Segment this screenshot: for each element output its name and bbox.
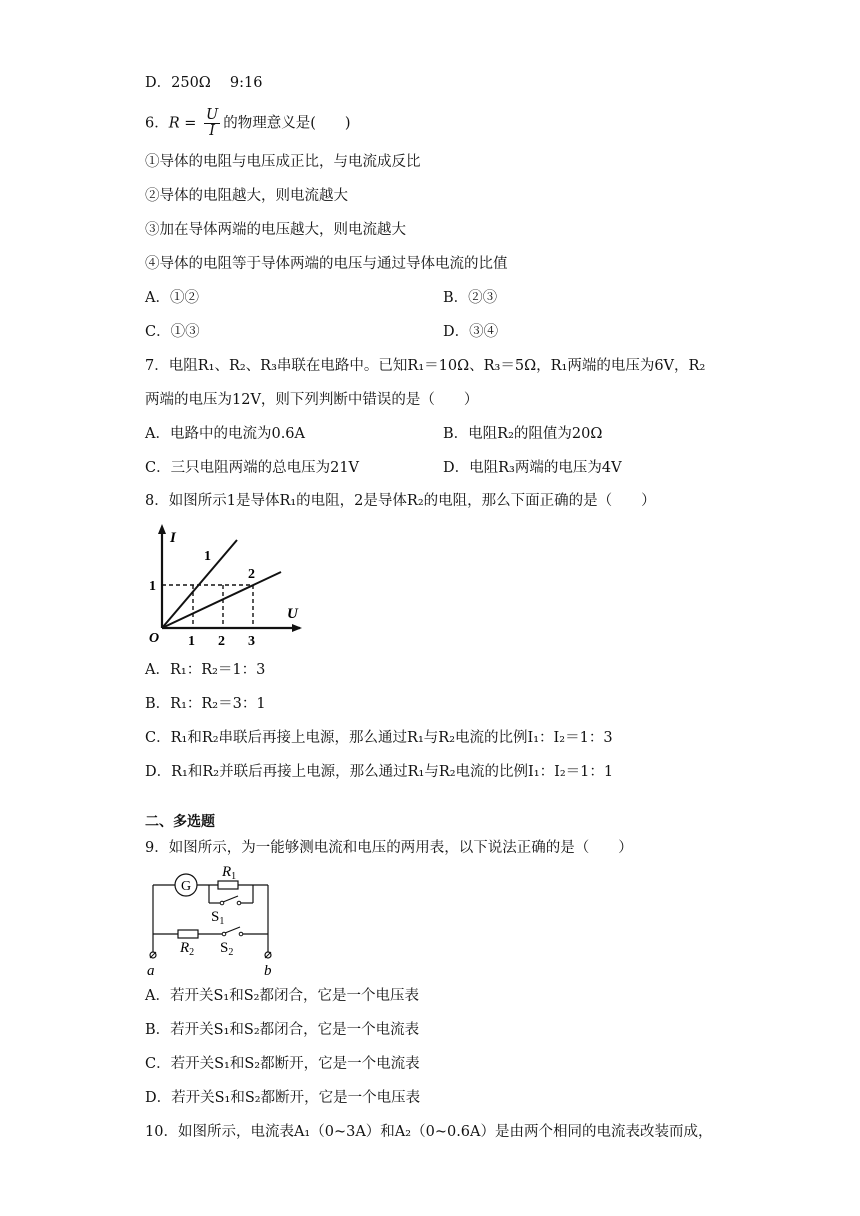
q6-item-1: ①导体的电阻与电压成正比，与电流成反比 bbox=[145, 154, 421, 170]
x-tick-2: 2 bbox=[218, 634, 225, 648]
q7-stem-line1: 7．电阻R₁、R₂、R₃串联在电路中。已知R₁＝10Ω、R₃＝5Ω，R₁两端的电压为6V，R₂ bbox=[145, 358, 706, 374]
x-axis-label: U bbox=[287, 606, 298, 622]
q5-option-d: D．250Ω 9:16 bbox=[145, 75, 263, 91]
q9-circuit-diagram bbox=[140, 860, 290, 980]
q9-option-d[interactable]: D．若开关S₁和S₂都断开，它是一个电压表 bbox=[145, 1090, 421, 1106]
origin-label: O bbox=[149, 631, 160, 646]
q7-option-b[interactable]: B．电阻R₂的阻值为20Ω bbox=[443, 426, 603, 442]
q6-option-b[interactable]: B．②③ bbox=[443, 290, 498, 306]
q6-option-c[interactable]: C．①③ bbox=[145, 324, 200, 340]
switch-s2-icon bbox=[225, 927, 240, 933]
q8-option-a[interactable]: A．R₁：R₂＝1：3 bbox=[145, 662, 266, 678]
section-heading-multiple-choice: 二、多选题 bbox=[145, 814, 215, 830]
q6-stem bbox=[145, 108, 351, 139]
galvanometer-label: G bbox=[181, 879, 192, 894]
q7-stem-line2: 两端的电压为12V，则下列判断中错误的是（ ） bbox=[145, 392, 479, 408]
s2-label: $S_2$ bbox=[220, 940, 234, 958]
resistor-r1-icon bbox=[218, 881, 238, 889]
q8-iu-graph bbox=[140, 518, 310, 648]
line-2-label: 2 bbox=[248, 567, 255, 582]
q8-option-b[interactable]: B．R₁：R₂＝3：1 bbox=[145, 696, 266, 712]
q6-number: 6． bbox=[145, 115, 169, 132]
q6-formula-fraction bbox=[204, 108, 220, 139]
q8-option-c[interactable]: C．R₁和R₂串联后再接上电源，那么通过R₁与R₂电流的比例I₁：I₂＝1：3 bbox=[145, 730, 613, 746]
graph-line-1 bbox=[162, 540, 237, 628]
resistor-r2-icon bbox=[178, 930, 198, 938]
x-axis-arrow-icon bbox=[292, 624, 302, 632]
switch-s1-icon bbox=[223, 896, 238, 902]
x-tick-3: 3 bbox=[248, 634, 255, 648]
q9-stem: 9．如图所示，为一能够测电流和电压的两用表，以下说法正确的是（ ） bbox=[145, 840, 633, 856]
graph-line-2 bbox=[162, 572, 281, 628]
q7-option-d[interactable]: D．电阻R₃两端的电压为4V bbox=[443, 460, 622, 476]
y-axis-arrow-icon bbox=[158, 524, 166, 534]
q9-option-b[interactable]: B．若开关S₁和S₂都闭合，它是一个电流表 bbox=[145, 1022, 420, 1038]
q7-option-c[interactable]: C．三只电阻两端的总电压为21V bbox=[145, 460, 360, 476]
x-tick-1: 1 bbox=[188, 634, 195, 648]
q6-stem-tail: 的物理意义是( ) bbox=[223, 115, 351, 132]
line-1-label: 1 bbox=[204, 549, 211, 564]
q6-formula-eq: = bbox=[179, 115, 202, 132]
q6-item-3: ③加在导体两端的电压越大，则电流越大 bbox=[145, 222, 406, 238]
q6-option-a[interactable]: A．①② bbox=[145, 290, 199, 306]
q8-stem: 8．如图所示1是导体R₁的电阻，2是导体R₂的电阻，那么下面正确的是（ ） bbox=[145, 493, 656, 509]
y-tick-label: 1 bbox=[149, 579, 156, 594]
q8-option-d[interactable]: D．R₁和R₂并联后再接上电源，那么通过R₁与R₂电流的比例I₁：I₂＝1：1 bbox=[145, 764, 614, 780]
terminal-a-label: a bbox=[147, 963, 155, 979]
terminal-b-label: b bbox=[264, 963, 272, 979]
q7-option-a[interactable]: A．电路中的电流为0.6A bbox=[145, 426, 306, 442]
q6-formula-lhs: R bbox=[168, 115, 180, 132]
q6-item-4: ④导体的电阻等于导体两端的电压与通过导体电流的比值 bbox=[145, 256, 508, 272]
q6-formula-numerator: U bbox=[206, 107, 219, 123]
y-axis-label: I bbox=[170, 530, 176, 546]
r1-label: $R_1$ bbox=[222, 864, 237, 882]
q6-option-d[interactable]: D．③④ bbox=[443, 324, 499, 340]
q9-option-a[interactable]: A．若开关S₁和S₂都闭合，它是一个电压表 bbox=[145, 988, 419, 1004]
q10-stem: 10．如图所示，电流表A₁（0~3A）和A₂（0~0.6A）是由两个相同的电流表改装而成， bbox=[145, 1124, 713, 1140]
q9-option-c[interactable]: C．若开关S₁和S₂都断开，它是一个电流表 bbox=[145, 1056, 420, 1072]
r2-label: $R_2$ bbox=[180, 940, 195, 958]
q6-item-2: ②导体的电阻越大，则电流越大 bbox=[145, 188, 348, 204]
s1-label: $S_1$ bbox=[211, 909, 225, 927]
q6-formula-denominator: I bbox=[209, 123, 216, 139]
